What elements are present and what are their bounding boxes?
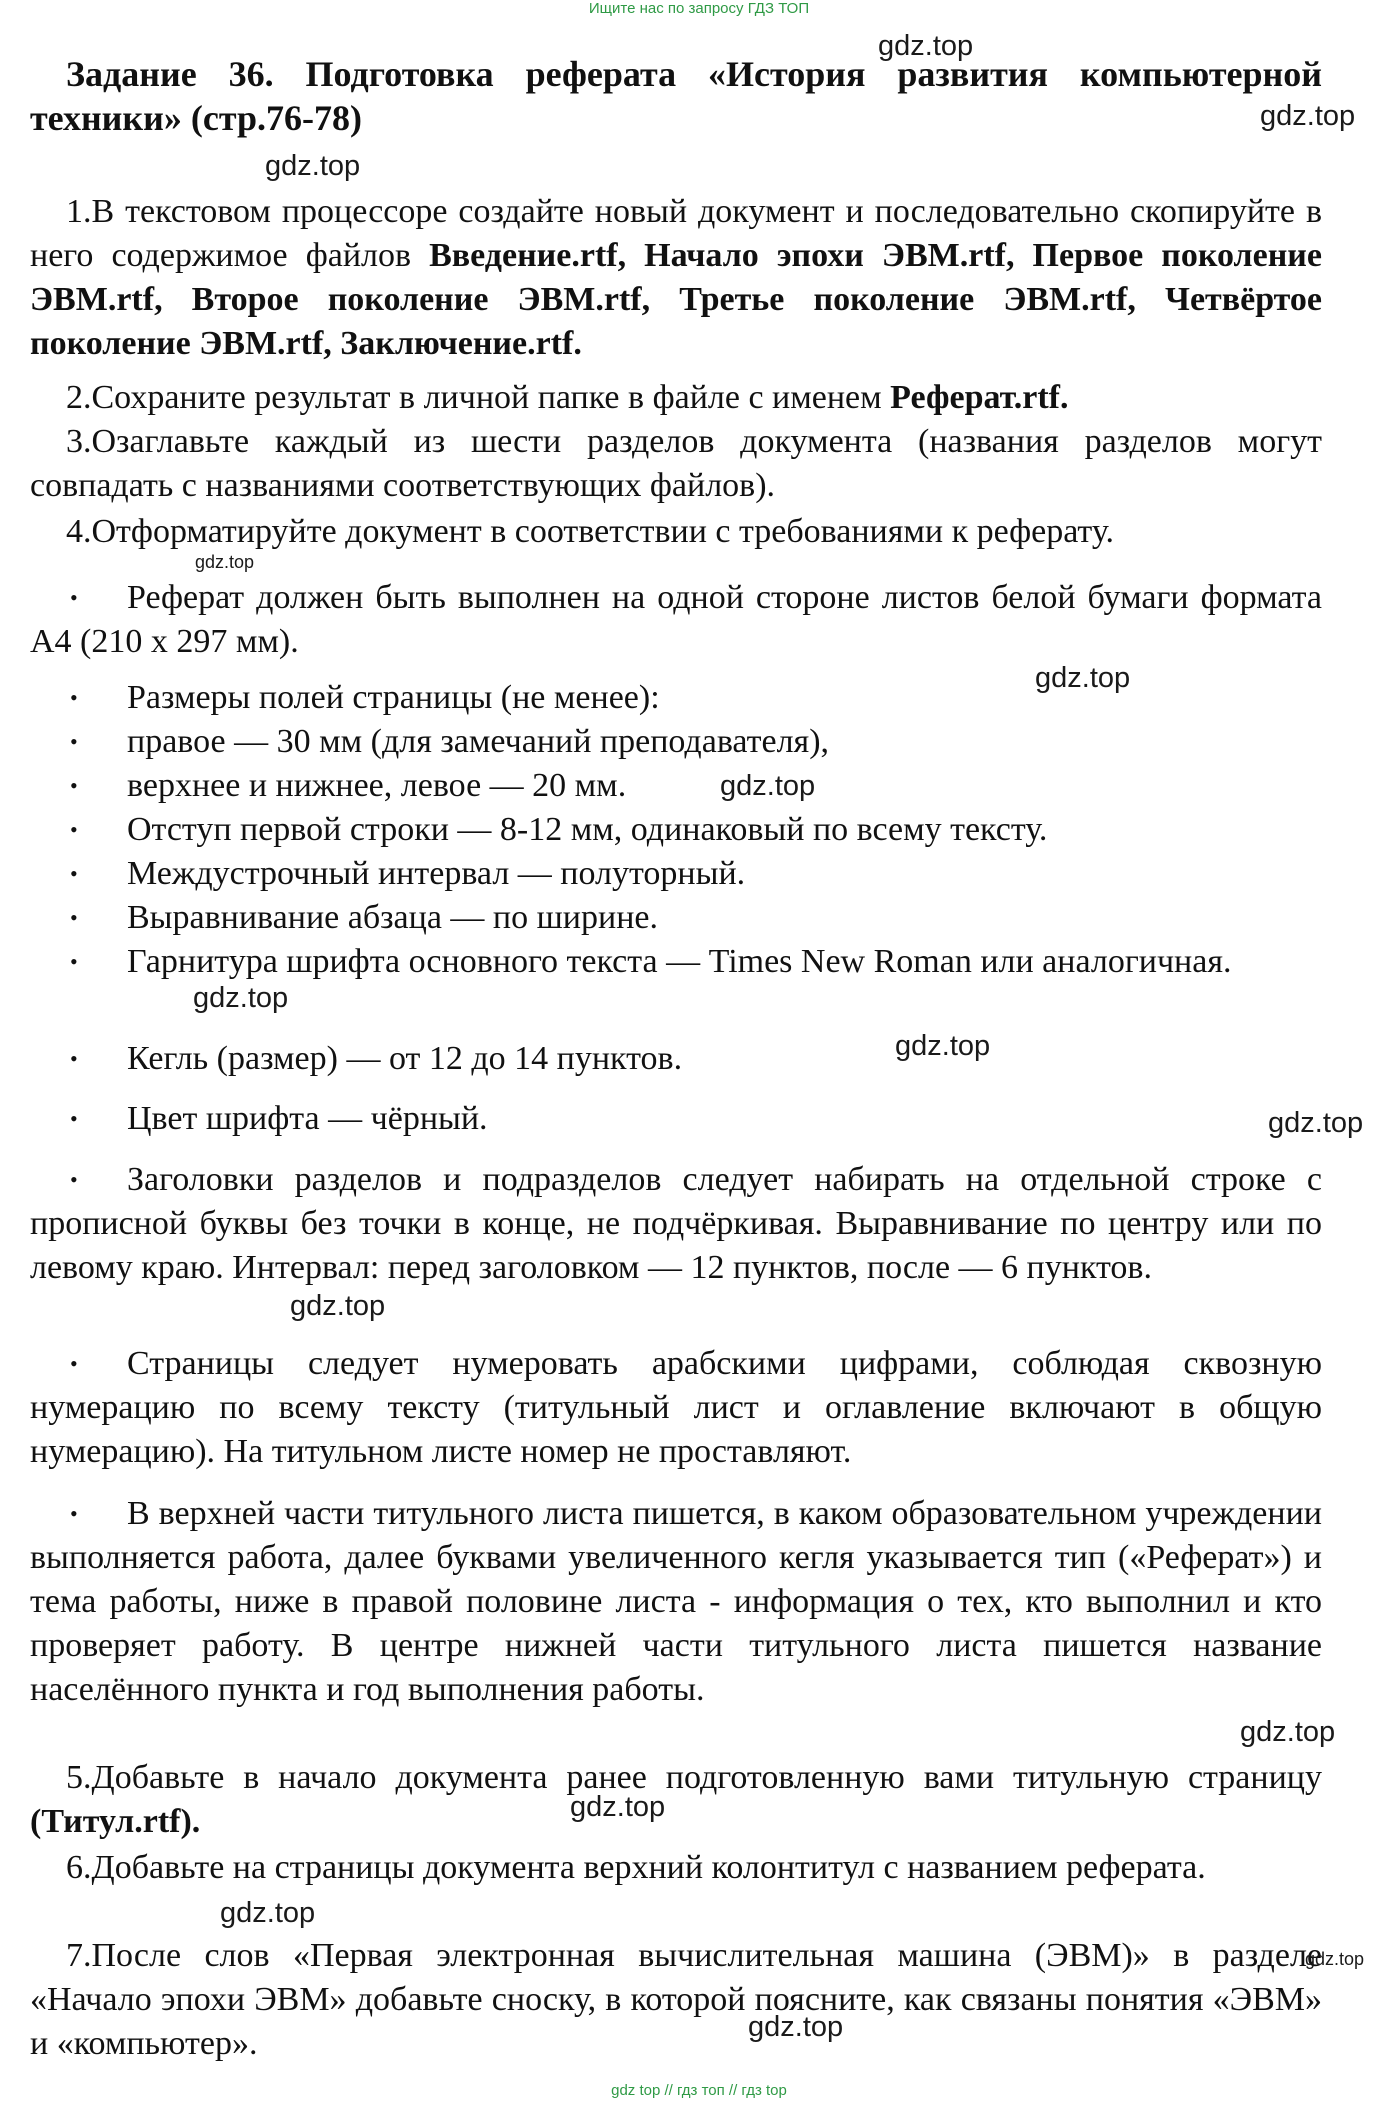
bullet-item: Кегль (размер) — от 12 до 14 пунктов.	[127, 1040, 683, 1077]
step-1-files: Введение.rtf, Начало эпохи ЭВМ.rtf, Первое поколение ЭВМ.rtf, Второе поколение ЭВМ.rtf, Третье поколение ЭВМ.rtf, Четвёртое поколение ЭВМ.rtf, Заключение.rtf.	[30, 237, 1322, 362]
bullet-icon: •	[70, 949, 78, 974]
watermark: gdz.top	[570, 1791, 666, 1823]
step-1	[30, 190, 1322, 366]
watermark: gdz.top	[290, 1290, 386, 1322]
step-7: 7.После слов «Первая электронная вычислительная машина (ЭВМ)» в разделе «Начало эпохи ЭВМ» добавьте сноску, в которой поясните, как связаны понятия «ЭВМ» и «компьютер».	[30, 1937, 1322, 2062]
watermark: gdz.top	[720, 770, 816, 802]
bullet-icon: •	[70, 905, 78, 930]
bullet-icon: •	[70, 685, 78, 710]
step-1-text: 1.В текстовом процессоре создайте новый документ и последовательно скопируйте в него содержимое файлов	[30, 193, 1322, 274]
task-title: Задание 36. Подготовка реферата «История развития компьютерной техники» (стр.76-78)	[30, 54, 1322, 138]
step-6: 6.Добавьте на страницы документа верхний колонтитул с названием реферата.	[66, 1849, 1206, 1886]
watermark: gdz.top	[1268, 1107, 1364, 1139]
step-5-file: (Титул.rtf).	[30, 1803, 201, 1840]
bullet-item: Отступ первой строки — 8-12 мм, одинаковый по всему тексту.	[127, 811, 1048, 848]
bullet-item: Страницы следует нумеровать арабскими цифрами, соблюдая сквозную нумерацию по всему тексту (титульный лист и оглавление включают в общую нумерацию). На титульном листе номер не проставляют.	[30, 1345, 1322, 1470]
footer-links[interactable]: gdz top // гдз топ // гдз top	[611, 2082, 787, 2099]
bullet-icon: •	[70, 1106, 78, 1131]
watermark: gdz.top	[265, 150, 361, 182]
watermark: gdz.top	[220, 1897, 316, 1929]
bullet-item: Реферат должен быть выполнен на одной стороне листов белой бумаги формата А4 (210 х 297 мм).	[30, 579, 1322, 660]
bullet-item: В верхней части титульного листа пишется, в каком образовательном учреждении выполняется работа, далее буквами увеличенного кегля указывается тип («Реферат») и тема работы, ниже в правой половине листа - информация о тех, кто выполнил и кто проверяет работу. В центре нижней части титульного листа пишется название населённого пункта и год выполнения работы.	[30, 1495, 1322, 1708]
bullet-item: верхнее и нижнее, левое — 20 мм.	[127, 767, 627, 804]
top-banner[interactable]: Ищите нас по запросу ГДЗ ТОП	[588, 0, 810, 17]
bullet-icon: •	[70, 773, 78, 798]
bullet-item: Размеры полей страницы (не менее):	[127, 679, 660, 716]
watermark: gdz.top	[878, 30, 974, 62]
watermark: gdz.top	[1240, 1716, 1336, 1748]
step-3: 3.Озаглавьте каждый из шести разделов документа (названия разделов могут совпадать с названиями соответствующих файлов).	[30, 423, 1322, 504]
watermark: gdz.top	[193, 982, 289, 1014]
bullet-icon: •	[70, 1167, 78, 1192]
bullet-item: правое — 30 мм (для замечаний преподавателя),	[127, 723, 830, 760]
step-5-text: 5.Добавьте в начало документа ранее подготовленную вами титульную страницу	[66, 1759, 1322, 1796]
watermark: gdz.top	[895, 1030, 991, 1062]
bullet-icon: •	[70, 817, 78, 842]
step-4: 4.Отформатируйте документ в соответствии с требованиями к реферату.	[66, 513, 1114, 550]
bullet-item: Гарнитура шрифта основного текста — Times New Roman или аналогичная.	[127, 943, 1232, 980]
bullet-icon: •	[70, 861, 78, 886]
bullet-icon: •	[70, 585, 78, 610]
bullet-icon: •	[70, 1046, 78, 1071]
watermark: gdz.top	[195, 552, 255, 572]
step-2-text: 2.Сохраните результат в личной папке в файле с именем	[66, 379, 891, 416]
watermark: gdz.top	[1260, 100, 1356, 132]
step-2	[30, 376, 1322, 420]
step-2-file: Реферат.rtf.	[890, 379, 1069, 416]
watermark: gdz.top	[1305, 1949, 1365, 1969]
bullet-item: Цвет шрифта — чёрный.	[127, 1100, 488, 1137]
step-5	[30, 1756, 1322, 1844]
bullet-item: Заголовки разделов и подразделов следует набирать на отдельной строке с прописной буквы без точки в конце, не подчёркивая. Выравнивание по центру или по левому краю. Интервал: перед заголовком — 12 пунктов, после — 6 пунктов.	[30, 1161, 1322, 1286]
bullet-icon: •	[70, 1501, 78, 1526]
watermark: gdz.top	[1035, 662, 1131, 694]
bullet-icon: •	[70, 729, 78, 754]
bullet-icon: •	[70, 1351, 78, 1376]
watermark: gdz.top	[748, 2011, 844, 2043]
bullet-item: Междустрочный интервал — полуторный.	[127, 855, 746, 892]
bullet-item: Выравнивание абзаца — по ширине.	[127, 899, 658, 936]
